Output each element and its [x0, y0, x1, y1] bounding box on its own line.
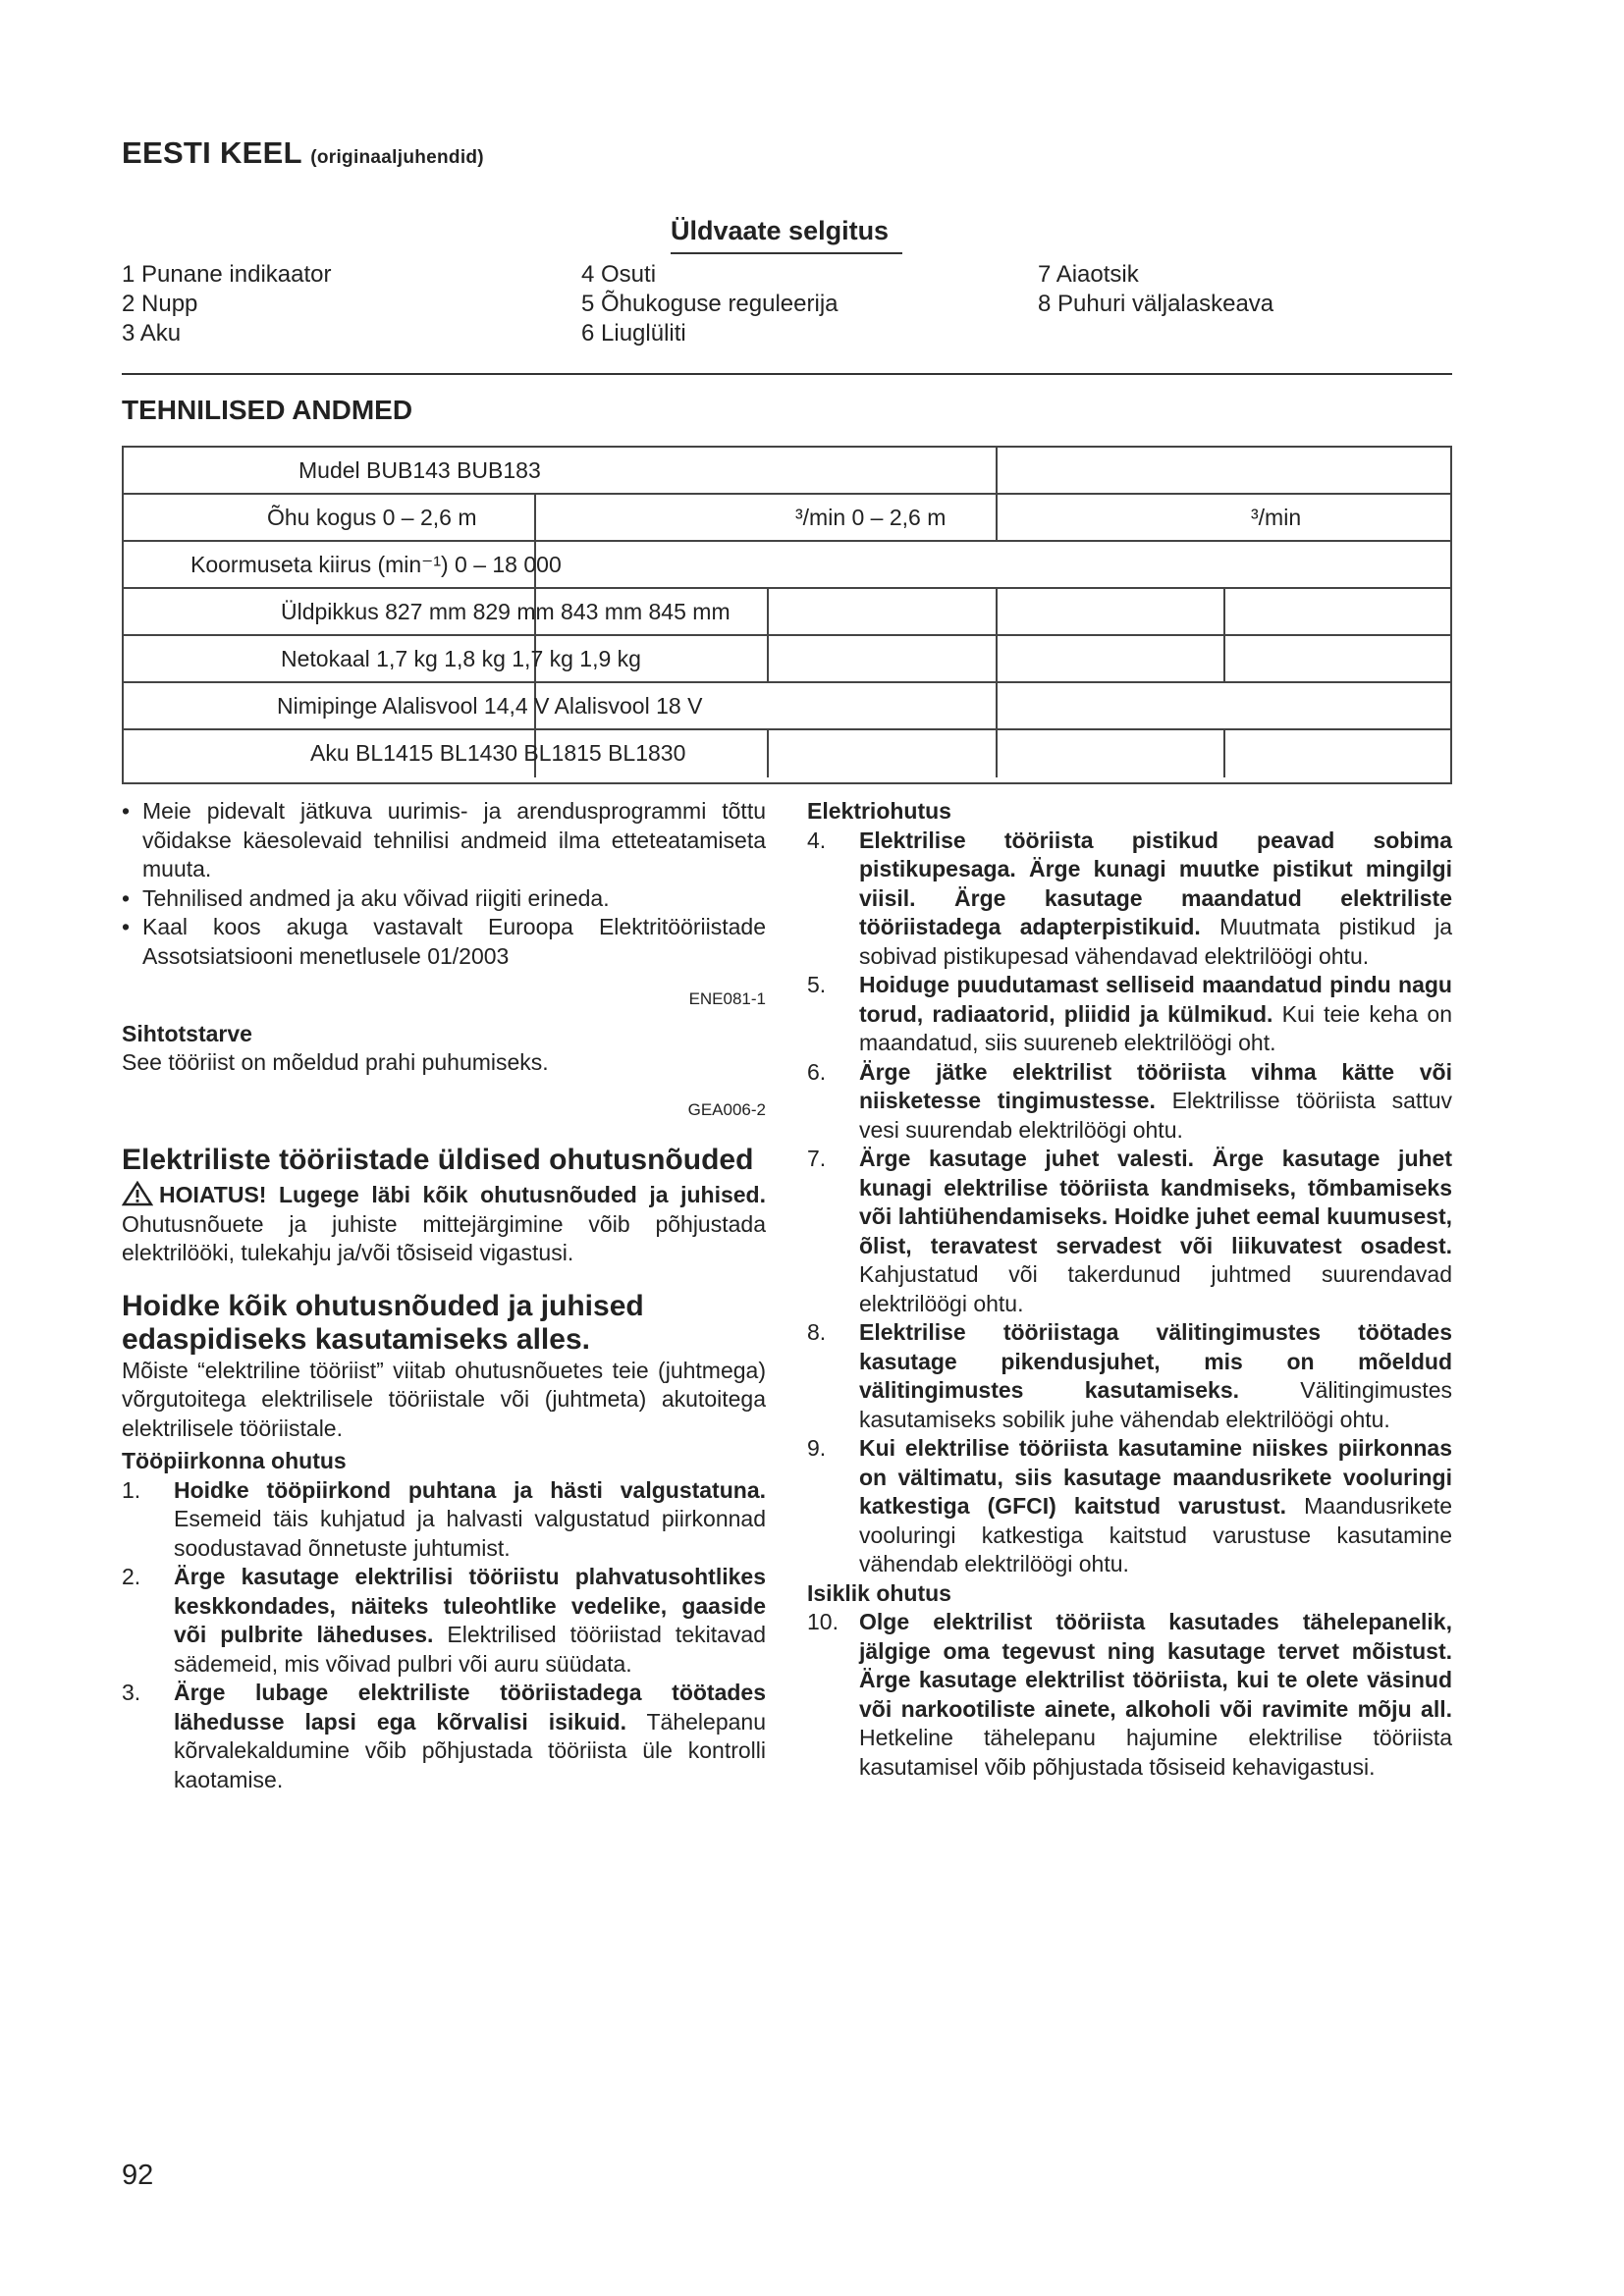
table-divider [534, 495, 536, 540]
spec-text: Nimipinge Alalisvool 14,4 V Alalisvool 18 V [277, 693, 703, 719]
item-text: Välitingimustes kasutamiseks sobilik juhe vähendab elektrilöögi ohtu. [859, 1377, 1452, 1432]
table-divider [767, 730, 769, 777]
doc-code: GEA006-2 [687, 1099, 766, 1119]
spec-row-length [124, 589, 1450, 636]
note-bullet: • Meie pidevalt jätkuva uurimis- ja arendusprogrammi tõttu võidakse käesolevaid tehnilisi andmeid ilma etteteatamiseta muuta. [122, 797, 766, 884]
item-text: Elektrilisse tööriista sattuv vesi suurendab elektrilöögi ohtu. [859, 1088, 1452, 1143]
spec-text: ³/min [1251, 505, 1302, 530]
table-divider [996, 683, 998, 728]
item-number: 4. [807, 827, 827, 853]
table-divider [1223, 636, 1225, 681]
safety-item-1 [122, 1476, 766, 1564]
item-bold-text: Ärge jätke elektrilist tööriista vihma kätte või niisketesse tingimustesse. [859, 1058, 1452, 1113]
table-divider [1223, 730, 1225, 777]
safety-item-10 [807, 1608, 1452, 1782]
warning-text: Ohutusnõuete ja juhiste mittejärgimine võib põhjustada elektrilööki, tulekahju ja/või tõsiseid vigastusi. [122, 1210, 766, 1265]
note-bullet: • Kaal koos akuga vastavalt Euroopa Elektritööriistade Assotsiatsiooni menetlusele 01/2003 [122, 913, 766, 971]
item-text: Muutmata pistikud ja sobivad pistikupesad vähendavad elektrilöögi ohtu. [859, 914, 1452, 969]
table-divider [996, 495, 998, 540]
spec-row-voltage [124, 683, 1450, 730]
overview-column-2 [581, 260, 839, 348]
table-divider [996, 636, 998, 681]
item-number: 7. [807, 1146, 827, 1171]
workplace-safety-heading: Tööpiirkonna ohutus [122, 1448, 347, 1473]
overview-item: 7 Aiaotsik [1038, 261, 1139, 288]
safety-item-7 [807, 1145, 1452, 1318]
warning-bold-text: HOIATUS! Lugege läbi kõik ohutusnõuded ja juhised. [159, 1182, 766, 1207]
item-number: 5. [807, 972, 827, 997]
safety-item-8 [807, 1318, 1452, 1434]
overview-item: 1 Punane indikaator [122, 261, 332, 288]
safety-item-6 [807, 1058, 1452, 1146]
doc-code: ENE081-1 [688, 989, 766, 1008]
warning-paragraph [122, 1181, 766, 1268]
item-number: 1. [122, 1476, 141, 1503]
table-divider [767, 636, 769, 681]
specs-table [122, 446, 1452, 784]
item-number: 6. [807, 1058, 827, 1085]
spec-row-model [124, 448, 1450, 495]
section-divider [122, 373, 1452, 375]
overview-item: 8 Puhuri väljalaskeava [1038, 291, 1274, 317]
table-divider [1223, 589, 1225, 634]
keep-instructions-text: Mõiste “elektriline tööriist” viitab ohutusnõuetes teie (juhtmega) võrgutoitega elektrilisele tööriistale või (juhtmeta) akutoitega elektrilisele tööriistale. [122, 1357, 766, 1441]
spec-row-weight [124, 636, 1450, 683]
spec-text: Netokaal 1,7 kg 1,8 kg 1,7 kg 1,9 kg [281, 646, 641, 671]
item-bold-text: Elektrilise tööriistaga välitingimustes töötades kasutage pikendusjuhet, mis on mõeldud välitingimustes kasutamiseks. [859, 1319, 1452, 1403]
spec-text: Õhu kogus 0 – 2,6 m [267, 505, 477, 530]
safety-item-3 [122, 1679, 766, 1794]
overview-column-1 [122, 260, 332, 348]
overview-item: 5 Õhukoguse reguleerija [581, 291, 839, 317]
item-bold-text: Olge elektrilist tööriista kasutades tähelepanelik, jälgige oma tegevust ning kasutage tervet mõistust. Ärge kasutage elektrilist tööriista, kui te olete väsinud või narkootiliste ainete, alkoholi või ravimite mõju all. [859, 1609, 1452, 1722]
intended-use-text: See tööriist on mõeldud prahi puhumiseks. [122, 1049, 549, 1075]
item-number: 3. [122, 1680, 141, 1705]
spec-row-air [124, 495, 1450, 542]
note-bullet: • Tehnilised andmed ja aku võivad riigiti erineda. [122, 884, 766, 914]
item-number: 8. [807, 1319, 827, 1345]
overview-title: Üldvaate selgitus [671, 216, 890, 245]
safety-item-2 [122, 1563, 766, 1679]
overview-item: 6 Liuglüliti [581, 320, 686, 347]
overview-column-3 [1038, 260, 1273, 319]
item-bold-text: Ärge kasutage juhet valesti. Ärge kasutage juhet kunagi elektrilise tööriista kandmiseks, tõmbamiseks või lahtiühendamiseks. Hoidke juhet eemal kuumusest, õlist, teravatest servadest või liikuvatest osadest. [859, 1146, 1452, 1258]
right-column [807, 797, 1452, 1782]
item-text: Tähelepanu kõrvalekaldumine võib põhjustada tööriista üle kontrolli kaotamise. [174, 1708, 767, 1792]
item-bold-text: Ärge kasutage elektrilisi tööriistu plahvatusohtlikes keskkondades, näiteks tuleohtlike vedelike, gaaside või pulbrite läheduses. [174, 1564, 766, 1647]
keep-instructions-heading: Hoidke kõik ohutusnõuded ja juhised edaspidiseks kasutamiseks alles. [122, 1289, 644, 1356]
item-text: Esemeid täis kuhjatud ja halvasti valgustatud piirkonnad soodustavad õnnetuste juhtumist. [174, 1506, 766, 1561]
item-text: Kahjustatud või takerdunud juhtmed suurendavad elektrilöögi ohtu. [859, 1261, 1452, 1316]
item-text: Kui teie keha on maandatud, siis suureneb elektrilöögi oht. [859, 1000, 1452, 1055]
spec-row-speed [124, 542, 1450, 589]
warning-triangle-icon [122, 1181, 153, 1206]
item-bold-text: Hoiduge puudutamast selliseid maandatud pindu nagu torud, radiaatorid, pliidid ja külmikud. [859, 972, 1452, 1027]
language-title: EESTI KEEL [122, 135, 302, 170]
spec-text: Koormuseta kiirus (min⁻¹) 0 – 18 000 [190, 552, 562, 577]
table-divider [767, 589, 769, 634]
specs-heading: TEHNILISED ANDMED [122, 395, 413, 425]
overview-item: 2 Nupp [122, 291, 198, 317]
item-bold-text: Hoidke tööpiirkond puhtana ja hästi valgustatuna. [174, 1476, 766, 1503]
item-text: Elektrilised tööriistad tekitavad sädemeid, mis võivad pulbri või auru süüdata. [174, 1622, 766, 1677]
spec-text: ³/min 0 – 2,6 m [795, 505, 947, 530]
item-bold-text: Ärge lubage elektriliste tööriistadega töötades lähedusse lapsi ega kõrvalisi isikuid. [174, 1680, 766, 1735]
safety-item-5 [807, 971, 1452, 1058]
overview-item: 3 Aku [122, 320, 182, 347]
intended-use-heading: Sihtotstarve [122, 1020, 252, 1046]
table-divider [996, 589, 998, 634]
item-bold-text: Kui elektrilise tööriista kasutamine niiskes piirkonnas on vältimatu, siis kasutage maandusrikete vooluringi katkestiga (GFCI) kaitstud varustust. [859, 1435, 1452, 1519]
personal-safety-heading: Isiklik ohutus [807, 1579, 951, 1606]
overview-item: 4 Osuti [581, 261, 657, 288]
left-column [122, 797, 766, 1794]
spec-text: Mudel BUB143 BUB183 [298, 457, 541, 483]
item-number: 2. [122, 1564, 141, 1589]
item-number: 10. [807, 1609, 839, 1634]
item-bold-text: Elektrilise tööriista pistikud peavad sobima pistikupesaga. Ärge kunagi muutke pistikut mingilgi viisil. Ärge kasutage maandatud elektriliste tööriistadega adapterpistikuid. [859, 827, 1452, 939]
document-title [122, 135, 484, 171]
spec-text: Üldpikkus 827 mm 829 mm 843 mm 845 mm [281, 599, 731, 624]
spec-text: Aku BL1415 BL1430 BL1815 BL1830 [310, 740, 686, 766]
overview-title-underline [671, 252, 902, 254]
table-divider [996, 730, 998, 777]
spec-row-battery [124, 730, 1450, 777]
safety-item-4 [807, 827, 1452, 972]
language-subtitle: (originaaljuhendid) [310, 147, 484, 168]
item-text: Maandusrikete vooluringi katkestiga kaitstud varustuse kasutamine vähendab elektrilöögi ohtu. [859, 1493, 1453, 1576]
table-divider [996, 448, 998, 493]
electrical-safety-heading: Elektriohutus [807, 798, 951, 824]
item-text: Hetkeline tähelepanu hajumine elektrilise tööriista kasutamisel võib põhjustada tõsiseid kehavigastusi. [859, 1725, 1452, 1780]
item-number: 9. [807, 1435, 827, 1461]
general-safety-heading: Elektriliste tööriistade üldised ohutusnõuded [122, 1144, 754, 1176]
page-number: 92 [122, 2160, 154, 2191]
safety-item-9 [807, 1434, 1452, 1579]
